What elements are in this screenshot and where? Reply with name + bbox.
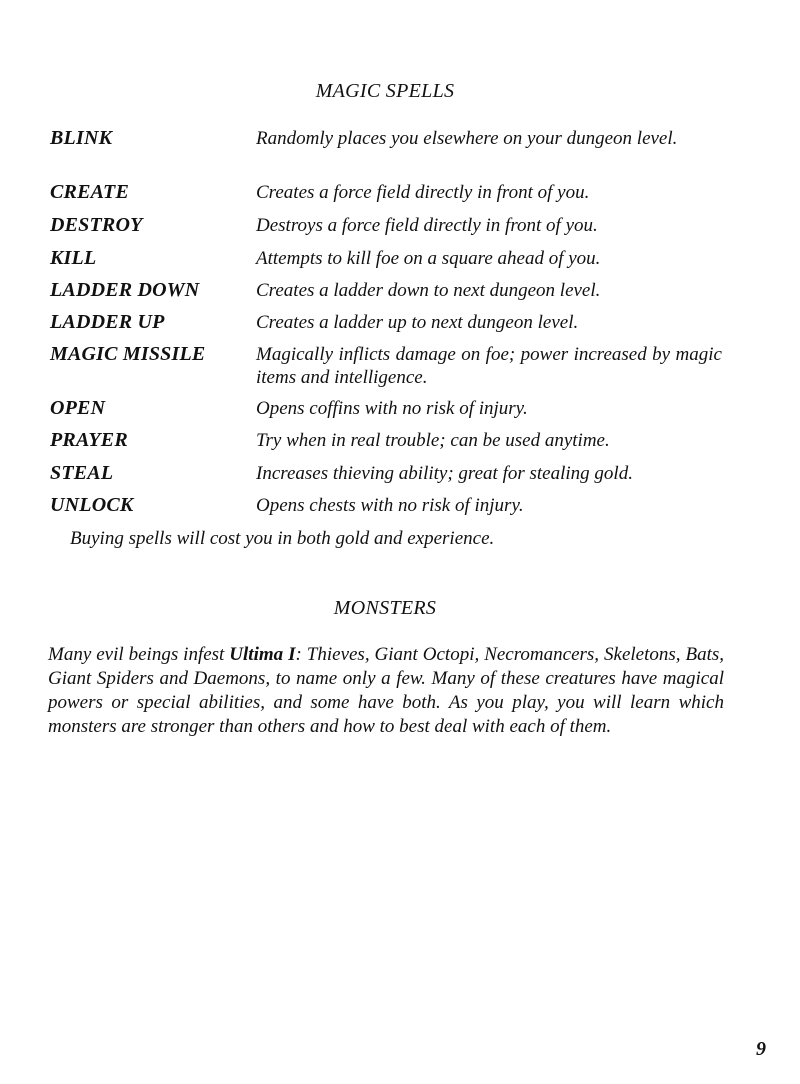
monsters-intro: Many evil beings infest <box>48 644 230 665</box>
spell-description: Opens coffins with no risk of injury. <box>256 398 528 419</box>
spell-name: MAGIC MISSILE <box>50 343 206 365</box>
spell-name: OPEN <box>50 397 106 419</box>
spell-name: STEAL <box>50 462 114 484</box>
monsters-heading: MONSTERS <box>333 597 437 619</box>
spell-description: Magically inflicts damage on foe; power increased by magic items and intelligence. <box>256 344 722 388</box>
spell-name: KILL <box>50 247 97 269</box>
spell-description: Try when in real trouble; can be used anytime. <box>256 430 610 451</box>
page-number: 9 <box>756 1038 766 1060</box>
spell-row-magic-missile <box>50 343 730 403</box>
spell-description: Opens chests with no risk of injury. <box>256 495 524 516</box>
spell-description: Creates a ladder down to next dungeon level. <box>256 280 601 301</box>
spell-name: PRAYER <box>50 429 128 451</box>
spell-description: Increases thieving ability; great for stealing gold. <box>256 463 633 484</box>
spell-description: Randomly places you elsewhere on your dungeon level. <box>256 128 678 149</box>
spell-name: LADDER DOWN <box>50 279 200 301</box>
spell-name: CREATE <box>50 181 130 203</box>
spell-description: Attempts to kill foe on a square ahead of you. <box>256 248 601 269</box>
spells-cost-note: Buying spells will cost you in both gold and experience. <box>70 528 495 549</box>
game-title: Ultima I <box>229 644 296 665</box>
spell-name: BLINK <box>50 127 113 149</box>
monsters-paragraph <box>48 643 724 739</box>
spell-name: UNLOCK <box>50 494 134 516</box>
spell-description: Creates a force field directly in front of you. <box>256 182 590 203</box>
monsters-body: : Thieves, Giant Octopi, Necromancers, Skeletons, Bats, Giant Spiders and Daemons, to name only a few. Many of these creatures have magical powers or special abilities, and some have both. As you play, you will learn which monsters are stronger than others and how to best deal with each of them. <box>48 644 724 737</box>
spell-row-blink <box>50 127 730 187</box>
spell-name: DESTROY <box>50 214 143 236</box>
magic-spells-heading: MAGIC SPELLS <box>315 80 455 102</box>
spell-description: Creates a ladder up to next dungeon level. <box>256 312 579 333</box>
spell-name: LADDER UP <box>50 311 165 333</box>
spell-description: Destroys a force field directly in front of you. <box>256 215 598 236</box>
